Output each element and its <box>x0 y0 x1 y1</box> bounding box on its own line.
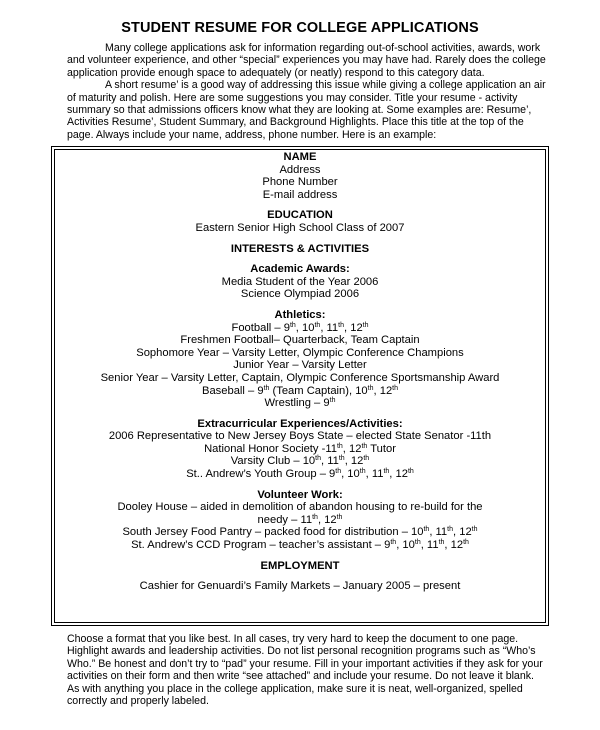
intro-text <box>67 42 547 141</box>
volunteer-pantry: South Jersey Food Pantry – packed food for distribution – 10th, 11th, 12th <box>122 526 478 539</box>
extracurricular-varsity-club: Varsity Club – 10th, 11th, 12th <box>230 455 370 468</box>
volunteer-dooley: Dooley House – aided in demolition of abandon housing to re-build for the <box>117 501 483 514</box>
resume-phone: Phone Number <box>262 176 338 189</box>
extracurricular-youth-group: St.. Andrew’s Youth Group – 9th, 10th, 11th, 12th <box>186 468 414 481</box>
athletics-baseball: Baseball – 9th (Team Captain), 10th, 12th <box>201 384 399 397</box>
footer-paragraph: Choose a format that you like best. In all cases, try very hard to keep the document to one page. Highlight awards and leadership activities. Do not list personal recognition programs such as “Who’s Who.” Be honest and don’t try to “pad” your resume. Fill in your important activities if they ask for your activities on their form and then write “see attached” and include your resume. Do not leave it blank. <box>67 633 543 683</box>
resume-email: E-mail address <box>262 188 338 201</box>
resume-example <box>51 151 549 593</box>
footer-text <box>67 633 547 707</box>
academic-item: Science Olympiad 2006 <box>240 288 360 301</box>
page-title: STUDENT RESUME FOR COLLEGE APPLICATIONS <box>121 20 479 36</box>
footer-paragraph: As with anything you place in the college application, make sure it is neat, well-organized, spelled correctly and properly labeled. <box>67 682 523 708</box>
extracurricular-boys-state: 2006 Representative to New Jersey Boys State – elected State Senator -11th <box>108 430 492 443</box>
athletics-senior: Senior Year – Varsity Letter, Captain, Olympic Conference Sportsmanship Award <box>100 371 500 384</box>
education-heading: EDUCATION <box>267 209 333 222</box>
interests-heading: INTERESTS & ACTIVITIES <box>230 242 370 255</box>
athletics-heading: Athletics: <box>274 308 326 321</box>
athletics-wrestling: Wrestling – 9th <box>264 397 336 410</box>
volunteer-dooley-cont: needy – 11th, 12th <box>257 513 343 526</box>
intro-paragraph: Many college applications ask for information regarding out-of-school activities, awards, work and volunteer experience, and other “special” experiences you may have had. Rarely does the college application provide enough space to adequately (or neatly) respond to this category data. <box>67 42 546 79</box>
employment-heading: EMPLOYMENT <box>260 559 340 572</box>
volunteer-heading: Volunteer Work: <box>257 488 343 501</box>
academic-item: Media Student of the Year 2006 <box>221 275 379 288</box>
athletics-football: Football – 9th, 10th, 11th, 12th <box>231 321 369 334</box>
employment-entry: Cashier for Genuardi’s Family Markets – January 2005 – present <box>139 580 461 593</box>
volunteer-ccd: St. Andrew’s CCD Program – teacher’s assistant – 9th, 10th, 11th, 12th <box>131 539 469 552</box>
education-entry: Eastern Senior High School Class of 2007 <box>195 221 405 234</box>
resume-address: Address <box>279 163 321 176</box>
athletics-freshmen: Freshmen Football– Quarterback, Team Captain <box>180 334 420 347</box>
academic-heading: Academic Awards: <box>250 263 350 276</box>
extracurricular-heading: Extracurricular Experiences/Activities: <box>197 417 403 430</box>
athletics-junior: Junior Year – Varsity Letter <box>233 359 367 372</box>
resume-name: NAME <box>283 151 317 163</box>
extracurricular-nhs: National Honor Society -11th, 12th Tutor <box>204 442 396 455</box>
athletics-sophomore: Sophomore Year – Varsity Letter, Olympic Conference Champions <box>136 346 464 359</box>
intro-paragraph: A short resume’ is a good way of addressing this issue while giving a college application an air of maturity and polish. Here are some suggestions you may consider. Title your resume - activity summary so that admissions officers know what they are looking at. Some examples are: Resume’, Activities Resume’, Student Summary, and Background Highlights. Place this title at the top of the page. Always include your name, address, phone number. Here is an example: <box>67 79 546 141</box>
